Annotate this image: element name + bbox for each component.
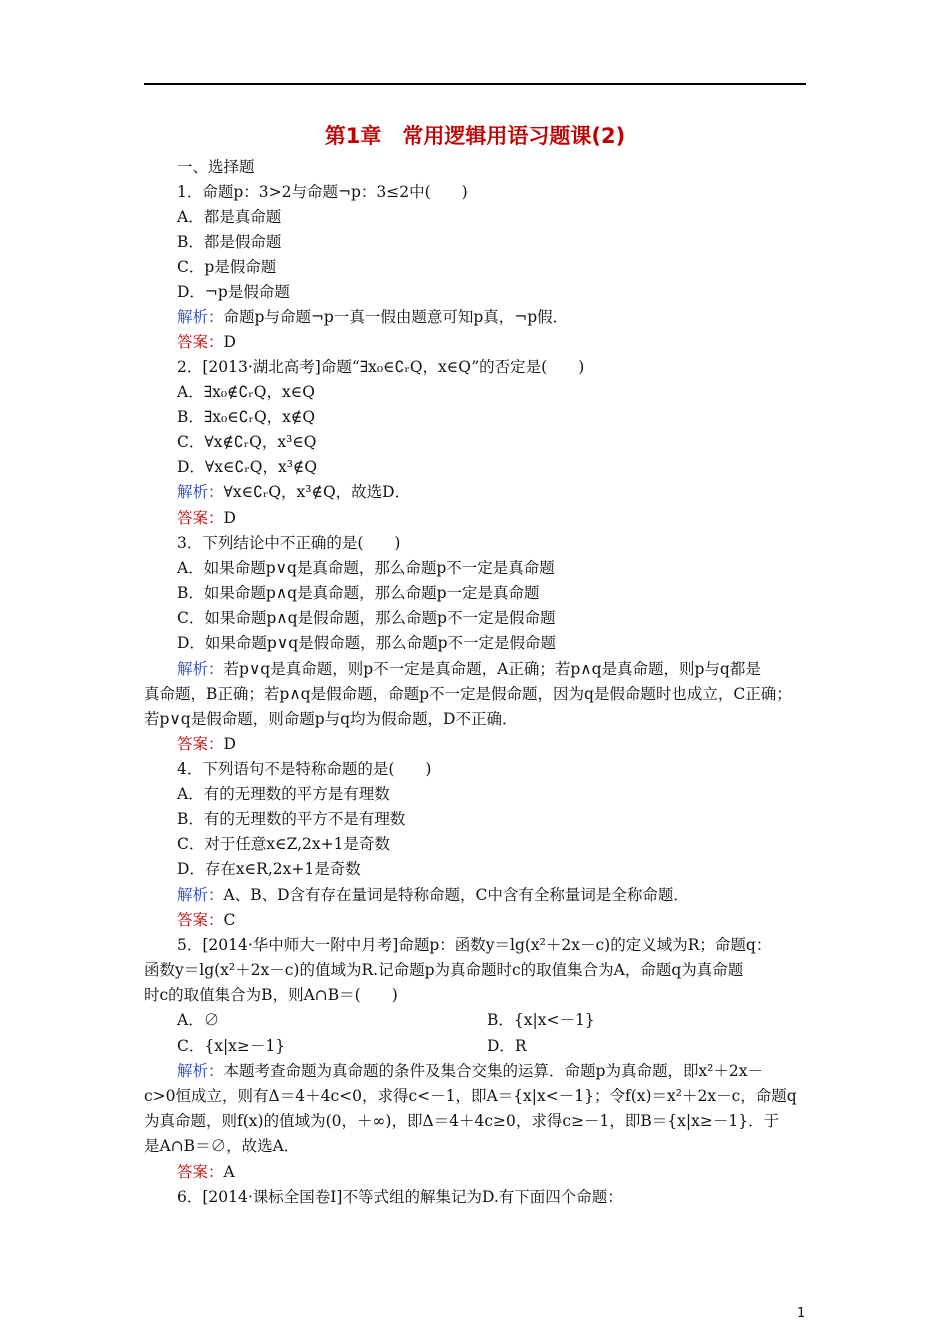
q2-stem: 2．[2013·湖北高考]命题“∃x₀∈∁ᵣQ，x∈Q”的否定是( ): [177, 358, 585, 376]
analysis-label: 解析：: [177, 483, 224, 501]
answer-value: D: [223, 509, 236, 527]
q4-stem: 4．下列语句不是特称命题的是( ): [177, 760, 432, 778]
q3-analysis-line-3: 若p∨q是假命题，则命题p与q均为假命题，D不正确．: [144, 710, 518, 728]
answer-value: A: [223, 1163, 235, 1181]
q4-analysis: [177, 885, 689, 905]
q5-analysis-line-4: 是A∩B＝∅，故选A．: [144, 1137, 300, 1155]
q1-answer: [177, 332, 236, 352]
analysis-label: 解析：: [177, 886, 224, 904]
q5-option-c: C．{x|x≥－1}: [177, 1037, 286, 1055]
q2-option-d: D．∀x∈∁ᵣQ，x³∉Q: [177, 458, 318, 476]
q2-option-a: A．∃x₀∉∁ᵣQ，x∈Q: [177, 383, 315, 401]
q4-option-a: A．有的无理数的平方是有理数: [177, 785, 390, 803]
q5-option-b: B．{x|x<－1}: [487, 1011, 595, 1029]
q3-analysis-line-2: 真命题，B正确；若p∧q是假命题，命题p不一定是假命题，因为q是假命题时也成立，C正确；: [144, 685, 792, 703]
q2-option-b: B．∃x₀∈∁ᵣQ，x∉Q: [177, 408, 316, 426]
q2-option-c: C．∀x∉∁ᵣQ，x³∈Q: [177, 433, 317, 451]
q1-stem: 1．命题p：3>2与命题¬p：3≤2中( ): [177, 183, 468, 201]
q3-option-b: B．如果命题p∧q是真命题，那么命题p一定是真命题: [177, 584, 540, 602]
analysis-text: 命题p与命题¬p一真一假由题意可知p真，¬p假．: [223, 308, 569, 326]
q5-answer: [177, 1162, 235, 1182]
q4-answer: [177, 910, 235, 930]
answer-label: 答案：: [177, 333, 224, 351]
answer-label: 答案：: [177, 1163, 224, 1181]
page-title: 第1章 常用逻辑用语习题课(2): [324, 124, 626, 148]
q5-analysis-line-3: 为真命题，则f(x)的值域为(0，＋∞)，即Δ＝4＋4c≥0，求得c≥－1，即B＝{x|x≥－1}．于: [144, 1112, 780, 1130]
q1-option-b: B．都是假命题: [177, 233, 282, 251]
q5-analysis-line-2: c>0恒成立，则有Δ＝4＋4c<0，求得c<－1，即A＝{x|x<－1}；令f(x)＝x²＋2x－c，命题q: [144, 1087, 797, 1105]
answer-value: C: [223, 911, 236, 929]
q3-option-c: C．如果命题p∧q是假命题，那么命题p不一定是假命题: [177, 609, 556, 627]
q1-analysis: [177, 307, 568, 327]
q3-option-a: A．如果命题p∨q是真命题，那么命题p不一定是真命题: [177, 559, 555, 577]
q5-stem-line-2: 函数y＝lg(x²＋2x－c)的值域为R.记命题p为真命题时c的取值集合为A，命题q为真命题: [144, 961, 744, 979]
q1-option-d: D．¬p是假命题: [177, 283, 290, 301]
analysis-text: 若p∨q是真命题，则p不一定是真命题，A正确；若p∧q是真命题，则p与q都是: [223, 660, 761, 678]
analysis-text: A、B、D含有存在量词是特称命题，C中含有全称量词是全称命题．: [223, 886, 689, 904]
q2-answer: [177, 508, 236, 528]
analysis-text: 本题考查命题为真命题的条件及集合交集的运算．命题p为真命题，即x²＋2x－: [223, 1062, 763, 1080]
q5-stem-line-3: 时c的取值集合为B，则A∩B＝( ): [144, 986, 398, 1004]
q3-stem: 3．下列结论中不正确的是( ): [177, 534, 401, 552]
q5-option-a: A．∅: [177, 1011, 220, 1029]
q5-stem-line-1: 5．[2014·华中师大一附中月考]命题p：函数y＝lg(x²＋2x－c)的定义域为R；命题q：: [177, 936, 772, 954]
analysis-text: ∀x∈∁ᵣQ，x³∉Q，故选D．: [223, 483, 411, 501]
q1-option-c: C．p是假命题: [177, 258, 277, 276]
q6-stem: 6．[2014·课标全国卷Ⅰ]不等式组的解集记为D.有下面四个命题：: [177, 1188, 623, 1206]
header-rule: [144, 83, 806, 85]
analysis-label: 解析：: [177, 308, 224, 326]
q3-analysis-line-1: [177, 659, 761, 679]
analysis-label: 解析：: [177, 1062, 224, 1080]
q5-analysis-line-1: [177, 1061, 763, 1081]
q3-option-d: D．如果命题p∨q是假命题，那么命题p不一定是假命题: [177, 634, 557, 652]
q1-option-a: A．都是真命题: [177, 208, 282, 226]
q5-option-d: D．R: [487, 1037, 527, 1055]
answer-label: 答案：: [177, 911, 224, 929]
q4-option-b: B．有的无理数的平方不是有理数: [177, 810, 406, 828]
analysis-label: 解析：: [177, 660, 224, 678]
q2-analysis: [177, 482, 410, 502]
q4-option-c: C．对于任意x∈Z,2x+1是奇数: [177, 835, 390, 853]
answer-value: D: [223, 735, 236, 753]
answer-label: 答案：: [177, 735, 224, 753]
q4-option-d: D．存在x∈R,2x+1是奇数: [177, 860, 361, 878]
page-number: 1: [797, 1306, 806, 1321]
answer-label: 答案：: [177, 509, 224, 527]
q3-answer: [177, 734, 236, 754]
section-heading: 一、选择题: [177, 158, 255, 176]
answer-value: D: [223, 333, 236, 351]
